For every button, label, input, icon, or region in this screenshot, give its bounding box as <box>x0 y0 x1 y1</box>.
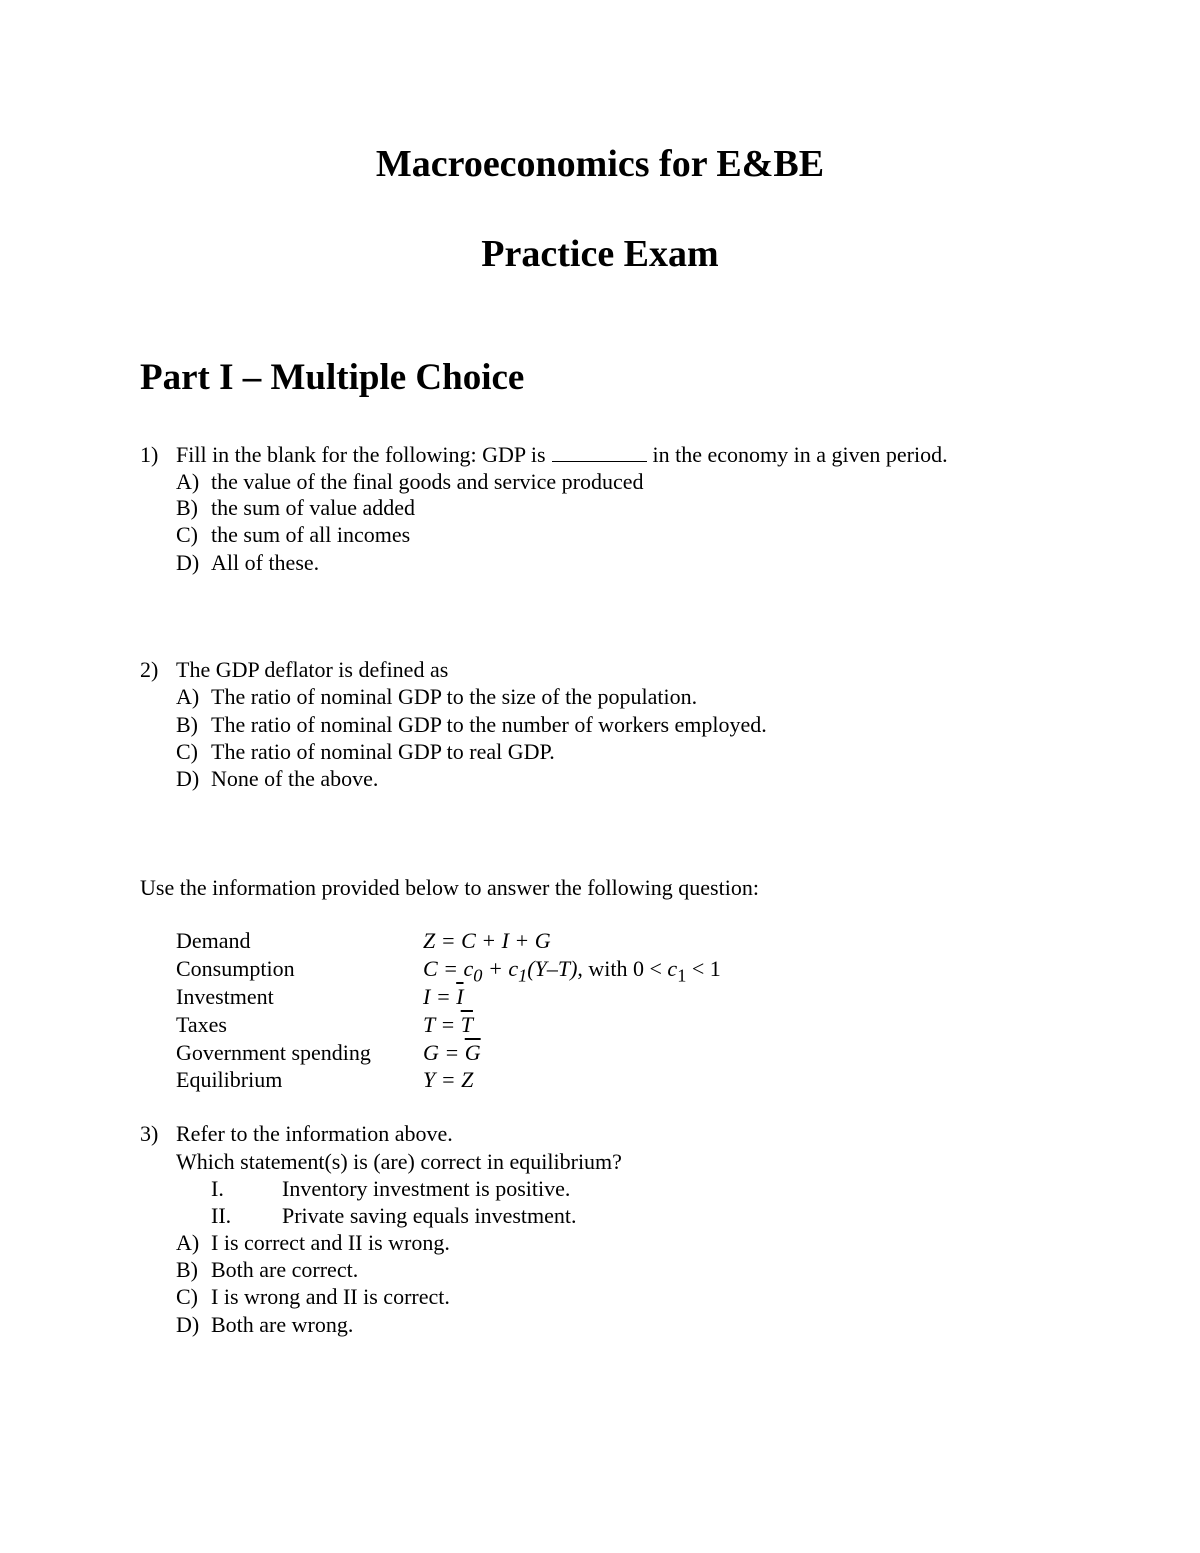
option-letter: B) <box>176 495 198 520</box>
option-text: Both are correct. <box>211 1257 359 1282</box>
option-text: the sum of all incomes <box>211 522 411 547</box>
option-text: The ratio of nominal GDP to real GDP. <box>211 739 555 764</box>
option-letter: A) <box>176 684 200 709</box>
option-letter: D) <box>176 766 200 791</box>
info-formula-taxes: $T = \overline{T}$ <box>423 1012 473 1037</box>
option-text: Both are wrong. <box>211 1312 354 1337</box>
answer-blank <box>552 445 647 462</box>
info-formula-demand: Z = C + I + G <box>423 928 551 953</box>
option-letter: C) <box>176 522 198 547</box>
option-text: I is wrong and II is correct. <box>211 1284 450 1309</box>
info-label-consumption: Consumption <box>176 956 295 981</box>
part-heading: Part I – Multiple Choice <box>140 357 525 398</box>
document-subtitle: Practice Exam <box>481 233 719 275</box>
info-formula-investment: $I = \overline{I}$ <box>423 984 464 1009</box>
question-number: 1) <box>140 442 159 467</box>
option-text: the sum of value added <box>211 495 416 520</box>
info-label-demand: Demand <box>176 928 251 953</box>
option-text: the value of the final goods and service produced <box>211 469 644 494</box>
option-letter: A) <box>176 1230 200 1255</box>
option-letter: D) <box>176 1312 200 1337</box>
question-text: Refer to the information above. <box>176 1121 453 1146</box>
option-letter: D) <box>176 550 200 575</box>
question-number: 2) <box>140 657 159 682</box>
option-letter: C) <box>176 739 198 764</box>
statement-numeral: II. <box>211 1203 232 1228</box>
question-text <box>176 441 948 468</box>
option-letter: B) <box>176 1257 198 1282</box>
question-text-after-blank: in the economy in a given period. <box>652 442 948 467</box>
question-text-before-blank: Fill in the blank for the following: GDP is <box>176 442 546 467</box>
option-text: The ratio of nominal GDP to the size of the population. <box>211 684 698 709</box>
option-text: The ratio of nominal GDP to the number of workers employed. <box>211 712 767 737</box>
statement-text: Private saving equals investment. <box>282 1203 577 1228</box>
option-text: I is correct and II is wrong. <box>211 1230 450 1255</box>
option-letter: C) <box>176 1284 198 1309</box>
question-text: Which statement(s) is (are) correct in equilibrium? <box>176 1149 622 1174</box>
info-intro: Use the information provided below to answer the following question: <box>140 875 759 900</box>
question-text: The GDP deflator is defined as <box>176 657 449 682</box>
info-label-taxes: Taxes <box>176 1012 227 1037</box>
info-label-equilibrium: Equilibrium <box>176 1067 283 1092</box>
question-number: 3) <box>140 1121 159 1146</box>
info-formula-government-spending: $G = \overline{G}$ <box>423 1040 481 1065</box>
info-formula-consumption: $C = c_0 + c_1(Y-T)$, with $0 < c_1 < 1$ <box>423 956 721 986</box>
option-letter: A) <box>176 469 200 494</box>
option-text: All of these. <box>211 550 320 575</box>
option-letter: B) <box>176 712 198 737</box>
option-text: None of the above. <box>211 766 379 791</box>
info-formula-equilibrium: Y = Z <box>423 1067 474 1092</box>
document-title: Macroeconomics for E&BE <box>375 143 825 185</box>
statement-numeral: I. <box>211 1176 224 1201</box>
statement-text: Inventory investment is positive. <box>282 1176 571 1201</box>
info-label-government-spending: Government spending <box>176 1040 371 1065</box>
info-label-investment: Investment <box>176 984 274 1009</box>
